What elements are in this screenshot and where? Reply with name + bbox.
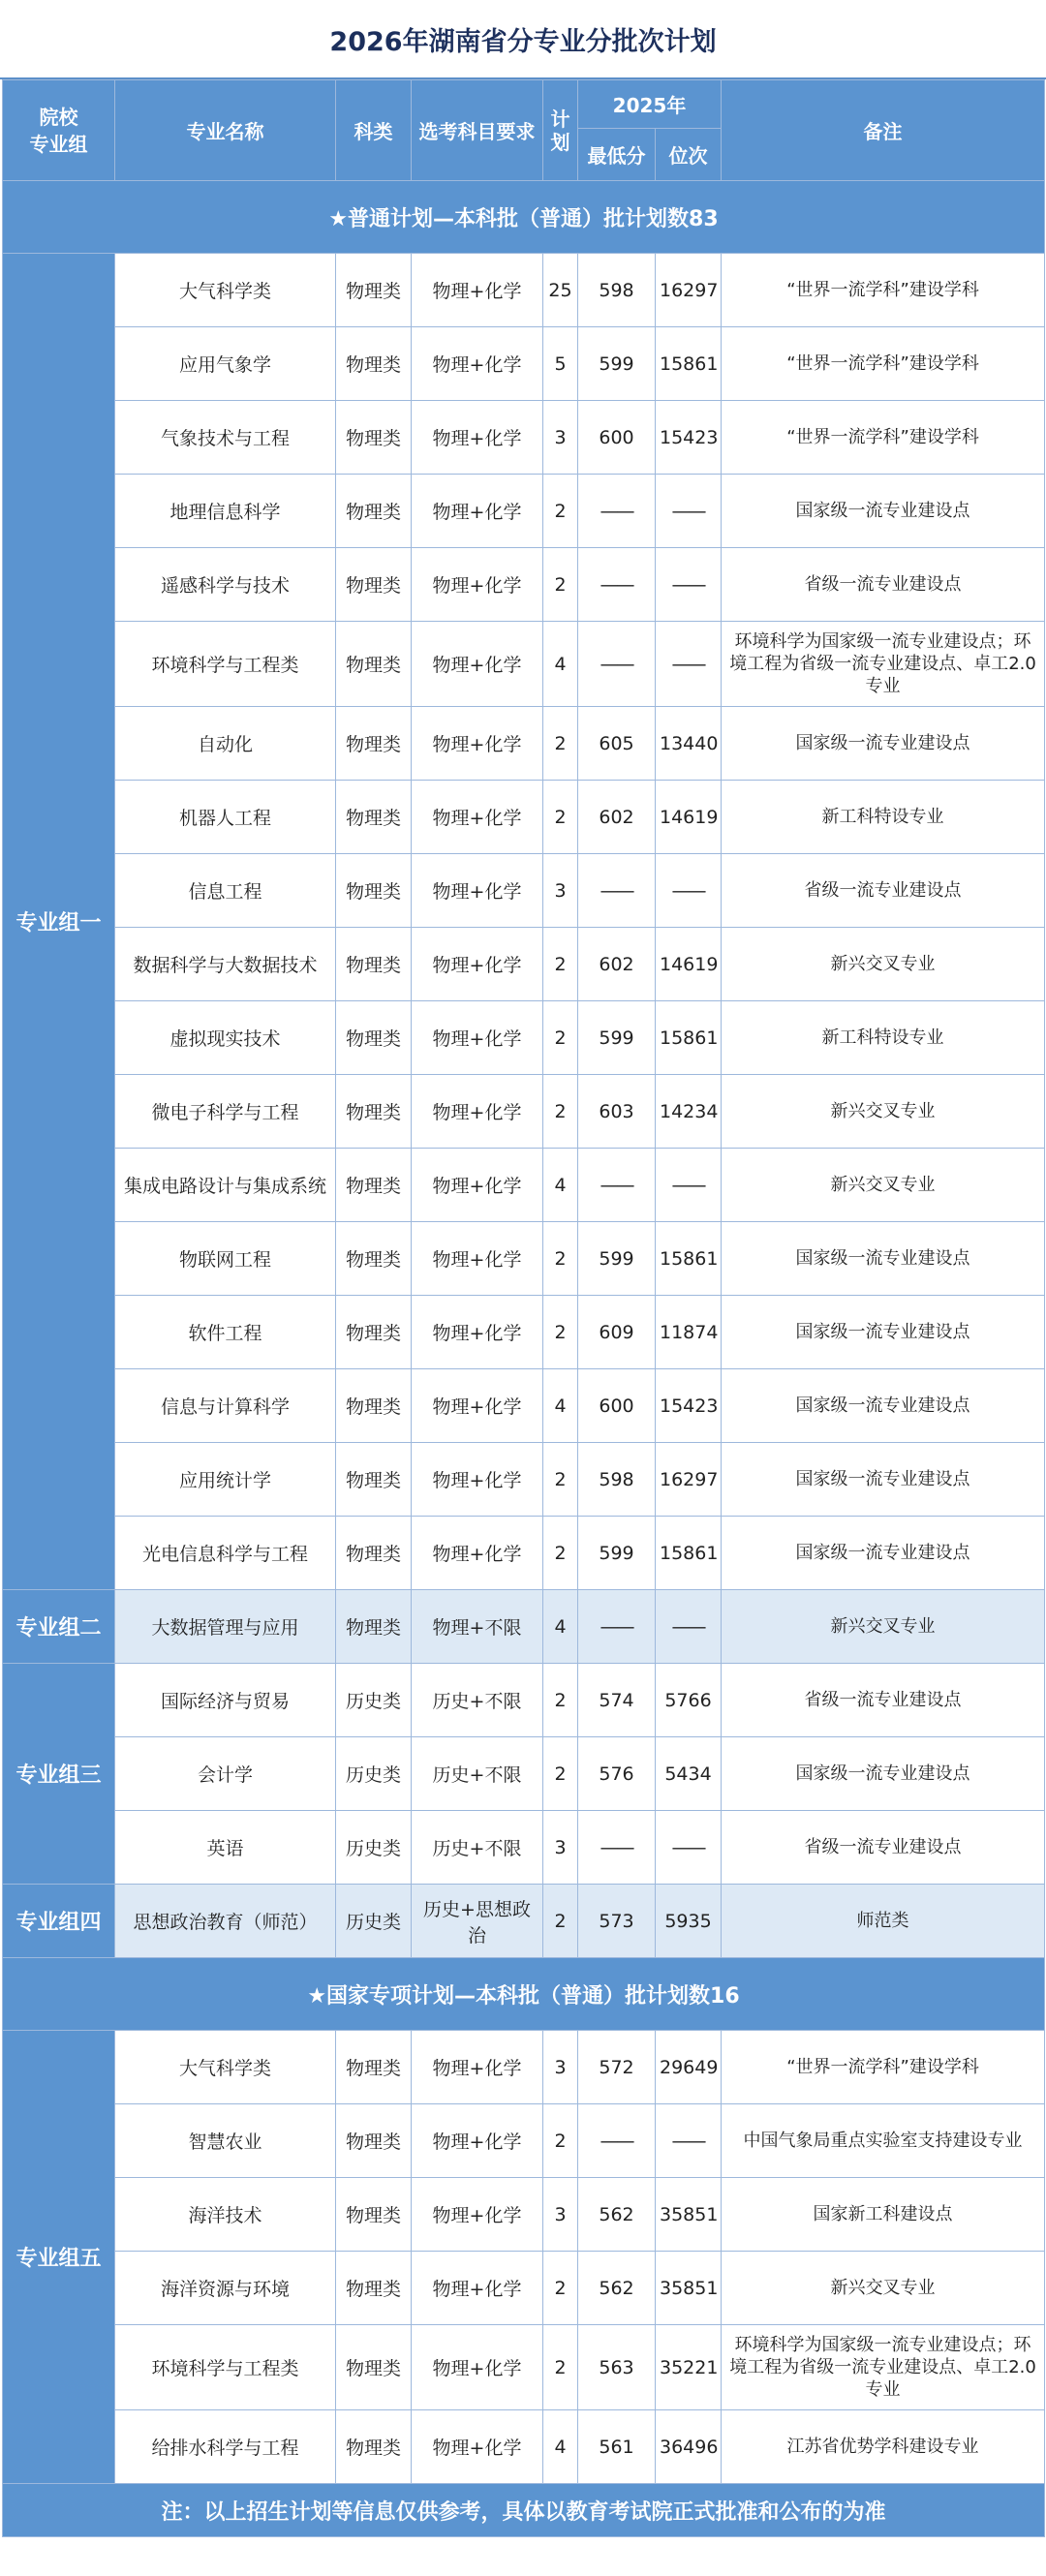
plan-count: 2 [543, 1885, 578, 1958]
plan-count: 2 [543, 475, 578, 548]
min-score: 563 [578, 2325, 656, 2410]
rank: —— [656, 548, 722, 622]
subject-requirement: 历史+思想政治 [412, 1885, 543, 1958]
header-category: 科类 [336, 80, 412, 181]
table-header [3, 80, 1045, 181]
subject-requirement: 物理+化学 [412, 1001, 543, 1075]
subject-requirement: 历史+不限 [412, 1737, 543, 1811]
category: 物理类 [336, 401, 412, 475]
major-name: 遥感科学与技术 [115, 548, 336, 622]
subject-requirement: 物理+化学 [412, 2104, 543, 2178]
remark: 江苏省优势学科建设专业 [722, 2410, 1045, 2484]
remark: 省级一流专业建设点 [722, 1664, 1045, 1737]
header-remark: 备注 [722, 80, 1045, 181]
major-name: 软件工程 [115, 1296, 336, 1369]
header-major: 专业名称 [115, 80, 336, 181]
category: 物理类 [336, 1001, 412, 1075]
table-body [3, 181, 1045, 2484]
category: 物理类 [336, 1296, 412, 1369]
category: 物理类 [336, 2178, 412, 2252]
rank: 15861 [656, 1222, 722, 1296]
rank: 15861 [656, 1517, 722, 1590]
subject-requirement: 物理+化学 [412, 1443, 543, 1517]
plan-count: 3 [543, 2031, 578, 2104]
category: 物理类 [336, 622, 412, 707]
min-score: 562 [578, 2252, 656, 2325]
rank: 35851 [656, 2252, 722, 2325]
header-group: 院校 专业组 [3, 80, 115, 181]
category: 物理类 [336, 2104, 412, 2178]
table-row [3, 1001, 1045, 1075]
subject-requirement: 历史+不限 [412, 1664, 543, 1737]
major-name: 微电子科学与工程 [115, 1075, 336, 1149]
plan-count: 2 [543, 1737, 578, 1811]
remark: 国家级一流专业建设点 [722, 1296, 1045, 1369]
rank: —— [656, 475, 722, 548]
plan-count: 4 [543, 1149, 578, 1222]
table-row [3, 2178, 1045, 2252]
table-row [3, 548, 1045, 622]
rank: 11874 [656, 1296, 722, 1369]
table-row [3, 401, 1045, 475]
major-name: 信息与计算科学 [115, 1369, 336, 1443]
remark: 师范类 [722, 1885, 1045, 1958]
min-score: 609 [578, 1296, 656, 1369]
plan-count: 2 [543, 1664, 578, 1737]
major-name: 大气科学类 [115, 254, 336, 327]
rank: 13440 [656, 707, 722, 781]
subject-requirement: 物理+化学 [412, 2410, 543, 2484]
table-row [3, 2252, 1045, 2325]
subject-requirement: 物理+化学 [412, 2031, 543, 2104]
remark: 省级一流专业建设点 [722, 548, 1045, 622]
major-name: 给排水科学与工程 [115, 2410, 336, 2484]
plan-count: 2 [543, 1001, 578, 1075]
table-row [3, 2410, 1045, 2484]
category: 物理类 [336, 2410, 412, 2484]
plan-count: 4 [543, 622, 578, 707]
major-name: 大数据管理与应用 [115, 1590, 336, 1664]
min-score: 602 [578, 781, 656, 854]
header-plan: 计 划 [543, 80, 578, 181]
subject-requirement: 物理+化学 [412, 1517, 543, 1590]
subject-requirement: 物理+不限 [412, 1590, 543, 1664]
category: 物理类 [336, 854, 412, 928]
plan-count: 4 [543, 1590, 578, 1664]
page-title: 2026年湖南省分专业分批次计划 [0, 0, 1046, 79]
table-row [3, 622, 1045, 707]
rank: 14619 [656, 928, 722, 1001]
table-row [3, 327, 1045, 401]
remark: 中国气象局重点实验室支持建设专业 [722, 2104, 1045, 2178]
remark: “世界一流学科”建设学科 [722, 327, 1045, 401]
rank: 15861 [656, 1001, 722, 1075]
subject-requirement: 物理+化学 [412, 2178, 543, 2252]
plan-count: 2 [543, 2325, 578, 2410]
subject-requirement: 物理+化学 [412, 401, 543, 475]
min-score: 574 [578, 1664, 656, 1737]
category: 物理类 [336, 327, 412, 401]
table-row [3, 2031, 1045, 2104]
category: 物理类 [336, 1517, 412, 1590]
remark: 国家级一流专业建设点 [722, 1737, 1045, 1811]
table-row [3, 1443, 1045, 1517]
major-name: 信息工程 [115, 854, 336, 928]
remark: 新兴交叉专业 [722, 2252, 1045, 2325]
major-name: 应用气象学 [115, 327, 336, 401]
plan-count: 3 [543, 1811, 578, 1885]
plan-count: 2 [543, 1075, 578, 1149]
min-score: 561 [578, 2410, 656, 2484]
remark: 国家新工科建设点 [722, 2178, 1045, 2252]
table-row [3, 2325, 1045, 2410]
rank: 14234 [656, 1075, 722, 1149]
major-name: 思想政治教育（师范） [115, 1885, 336, 1958]
subject-requirement: 物理+化学 [412, 1296, 543, 1369]
category: 历史类 [336, 1737, 412, 1811]
major-name: 英语 [115, 1811, 336, 1885]
min-score: —— [578, 548, 656, 622]
major-name: 环境科学与工程类 [115, 2325, 336, 2410]
min-score: 562 [578, 2178, 656, 2252]
min-score: 605 [578, 707, 656, 781]
rank: 15861 [656, 327, 722, 401]
category: 物理类 [336, 781, 412, 854]
rank: 36496 [656, 2410, 722, 2484]
category: 物理类 [336, 1222, 412, 1296]
min-score: 576 [578, 1737, 656, 1811]
min-score: 599 [578, 327, 656, 401]
table-row [3, 1664, 1045, 1737]
major-name: 机器人工程 [115, 781, 336, 854]
min-score: 599 [578, 1001, 656, 1075]
subject-requirement: 物理+化学 [412, 854, 543, 928]
rank: 29649 [656, 2031, 722, 2104]
table-row [3, 781, 1045, 854]
min-score: 598 [578, 254, 656, 327]
rank: 35851 [656, 2178, 722, 2252]
remark: 环境科学为国家级一流专业建设点；环境工程为省级一流专业建设点、卓工2.0专业 [722, 622, 1045, 707]
table-row [3, 854, 1045, 928]
header-subjects: 选考科目要求 [412, 80, 543, 181]
remark: 国家级一流专业建设点 [722, 1517, 1045, 1590]
table-row [3, 1811, 1045, 1885]
remark: 国家级一流专业建设点 [722, 1443, 1045, 1517]
category: 物理类 [336, 1075, 412, 1149]
category: 物理类 [336, 2325, 412, 2410]
major-name: 物联网工程 [115, 1222, 336, 1296]
table-row [3, 1885, 1045, 1958]
footer-note: 注：以上招生计划等信息仅供参考，具体以教育考试院正式批准和公布的为准 [3, 2484, 1045, 2537]
min-score: —— [578, 2104, 656, 2178]
major-name: 环境科学与工程类 [115, 622, 336, 707]
plan-count: 2 [543, 707, 578, 781]
min-score: 600 [578, 401, 656, 475]
remark: 国家级一流专业建设点 [722, 1369, 1045, 1443]
major-name: 虚拟现实技术 [115, 1001, 336, 1075]
plan-count: 2 [543, 928, 578, 1001]
major-name: 气象技术与工程 [115, 401, 336, 475]
category: 历史类 [336, 1885, 412, 1958]
remark: 国家级一流专业建设点 [722, 1222, 1045, 1296]
major-name: 数据科学与大数据技术 [115, 928, 336, 1001]
min-score: 599 [578, 1222, 656, 1296]
plan-count: 25 [543, 254, 578, 327]
table-row [3, 1737, 1045, 1811]
header-rank: 位次 [656, 129, 722, 181]
min-score: —— [578, 1811, 656, 1885]
category: 物理类 [336, 1590, 412, 1664]
major-name: 自动化 [115, 707, 336, 781]
subject-requirement: 物理+化学 [412, 2325, 543, 2410]
rank: —— [656, 1811, 722, 1885]
rank: 5935 [656, 1885, 722, 1958]
table-row [3, 1149, 1045, 1222]
rank: —— [656, 1590, 722, 1664]
major-name: 智慧农业 [115, 2104, 336, 2178]
category: 物理类 [336, 2031, 412, 2104]
category: 历史类 [336, 1664, 412, 1737]
plan-count: 2 [543, 781, 578, 854]
category: 物理类 [336, 1443, 412, 1517]
subject-requirement: 物理+化学 [412, 1149, 543, 1222]
subject-requirement: 物理+化学 [412, 1369, 543, 1443]
remark: 新工科特设专业 [722, 1001, 1045, 1075]
subject-requirement: 物理+化学 [412, 327, 543, 401]
remark: 新兴交叉专业 [722, 1149, 1045, 1222]
plan-count: 3 [543, 401, 578, 475]
rank: 14619 [656, 781, 722, 854]
plan-count: 4 [543, 2410, 578, 2484]
rank: 16297 [656, 254, 722, 327]
major-name: 集成电路设计与集成系统 [115, 1149, 336, 1222]
plan-count: 2 [543, 1222, 578, 1296]
group-name: 专业组四 [3, 1885, 115, 1958]
plan-count: 2 [543, 1517, 578, 1590]
plan-count: 3 [543, 854, 578, 928]
group-name: 专业组二 [3, 1590, 115, 1664]
min-score: 603 [578, 1075, 656, 1149]
min-score: 572 [578, 2031, 656, 2104]
section-title: ★国家专项计划—本科批（普通）批计划数16 [3, 1958, 1045, 2031]
category: 物理类 [336, 1369, 412, 1443]
plan-count: 5 [543, 327, 578, 401]
rank: —— [656, 2104, 722, 2178]
plan-table [2, 79, 1045, 2537]
rank: 35221 [656, 2325, 722, 2410]
min-score: —— [578, 622, 656, 707]
rank: —— [656, 854, 722, 928]
subject-requirement: 物理+化学 [412, 1075, 543, 1149]
subject-requirement: 物理+化学 [412, 1222, 543, 1296]
plan-count: 2 [543, 548, 578, 622]
group-name: 专业组三 [3, 1664, 115, 1885]
subject-requirement: 历史+不限 [412, 1811, 543, 1885]
subject-requirement: 物理+化学 [412, 475, 543, 548]
min-score: —— [578, 1149, 656, 1222]
min-score: —— [578, 475, 656, 548]
major-name: 海洋资源与环境 [115, 2252, 336, 2325]
subject-requirement: 物理+化学 [412, 928, 543, 1001]
plan-count: 2 [543, 1296, 578, 1369]
major-name: 国际经济与贸易 [115, 1664, 336, 1737]
table-row [3, 2104, 1045, 2178]
category: 物理类 [336, 2252, 412, 2325]
subject-requirement: 物理+化学 [412, 707, 543, 781]
rank: —— [656, 1149, 722, 1222]
plan-count: 2 [543, 1443, 578, 1517]
remark: 国家级一流专业建设点 [722, 707, 1045, 781]
table-row [3, 928, 1045, 1001]
min-score: —— [578, 1590, 656, 1664]
min-score: 573 [578, 1885, 656, 1958]
rank: 15423 [656, 401, 722, 475]
remark: 新兴交叉专业 [722, 1075, 1045, 1149]
plan-count: 3 [543, 2178, 578, 2252]
subject-requirement: 物理+化学 [412, 2252, 543, 2325]
section-title: ★普通计划—本科批（普通）批计划数83 [3, 181, 1045, 254]
remark: “世界一流学科”建设学科 [722, 254, 1045, 327]
remark: 省级一流专业建设点 [722, 1811, 1045, 1885]
remark: 新兴交叉专业 [722, 928, 1045, 1001]
table-row [3, 1075, 1045, 1149]
category: 物理类 [336, 475, 412, 548]
min-score: —— [578, 854, 656, 928]
subject-requirement: 物理+化学 [412, 781, 543, 854]
major-name: 光电信息科学与工程 [115, 1517, 336, 1590]
table-row [3, 1222, 1045, 1296]
category: 物理类 [336, 928, 412, 1001]
min-score: 599 [578, 1517, 656, 1590]
table-row [3, 1590, 1045, 1664]
major-name: 海洋技术 [115, 2178, 336, 2252]
rank: 5434 [656, 1737, 722, 1811]
remark: 省级一流专业建设点 [722, 854, 1045, 928]
group-name: 专业组五 [3, 2031, 115, 2484]
subject-requirement: 物理+化学 [412, 622, 543, 707]
table-row [3, 1296, 1045, 1369]
major-name: 地理信息科学 [115, 475, 336, 548]
min-score: 600 [578, 1369, 656, 1443]
table-row [3, 1369, 1045, 1443]
plan-count: 4 [543, 1369, 578, 1443]
plan-count: 2 [543, 2104, 578, 2178]
table-row [3, 254, 1045, 327]
plan-count: 2 [543, 2252, 578, 2325]
header-year: 2025年 [578, 80, 722, 129]
subject-requirement: 物理+化学 [412, 548, 543, 622]
rank: 5766 [656, 1664, 722, 1737]
subject-requirement: 物理+化学 [412, 254, 543, 327]
remark: “世界一流学科”建设学科 [722, 2031, 1045, 2104]
header-min-score: 最低分 [578, 129, 656, 181]
major-name: 应用统计学 [115, 1443, 336, 1517]
remark: “世界一流学科”建设学科 [722, 401, 1045, 475]
category: 历史类 [336, 1811, 412, 1885]
table-row [3, 1517, 1045, 1590]
remark: 新兴交叉专业 [722, 1590, 1045, 1664]
min-score: 602 [578, 928, 656, 1001]
category: 物理类 [336, 1149, 412, 1222]
category: 物理类 [336, 707, 412, 781]
major-name: 会计学 [115, 1737, 336, 1811]
table-row [3, 707, 1045, 781]
rank: —— [656, 622, 722, 707]
major-name: 大气科学类 [115, 2031, 336, 2104]
rank: 15423 [656, 1369, 722, 1443]
category: 物理类 [336, 548, 412, 622]
remark: 国家级一流专业建设点 [722, 475, 1045, 548]
group-name: 专业组一 [3, 254, 115, 1590]
category: 物理类 [336, 254, 412, 327]
remark: 新工科特设专业 [722, 781, 1045, 854]
min-score: 598 [578, 1443, 656, 1517]
table-row [3, 475, 1045, 548]
remark: 环境科学为国家级一流专业建设点；环境工程为省级一流专业建设点、卓工2.0专业 [722, 2325, 1045, 2410]
rank: 16297 [656, 1443, 722, 1517]
